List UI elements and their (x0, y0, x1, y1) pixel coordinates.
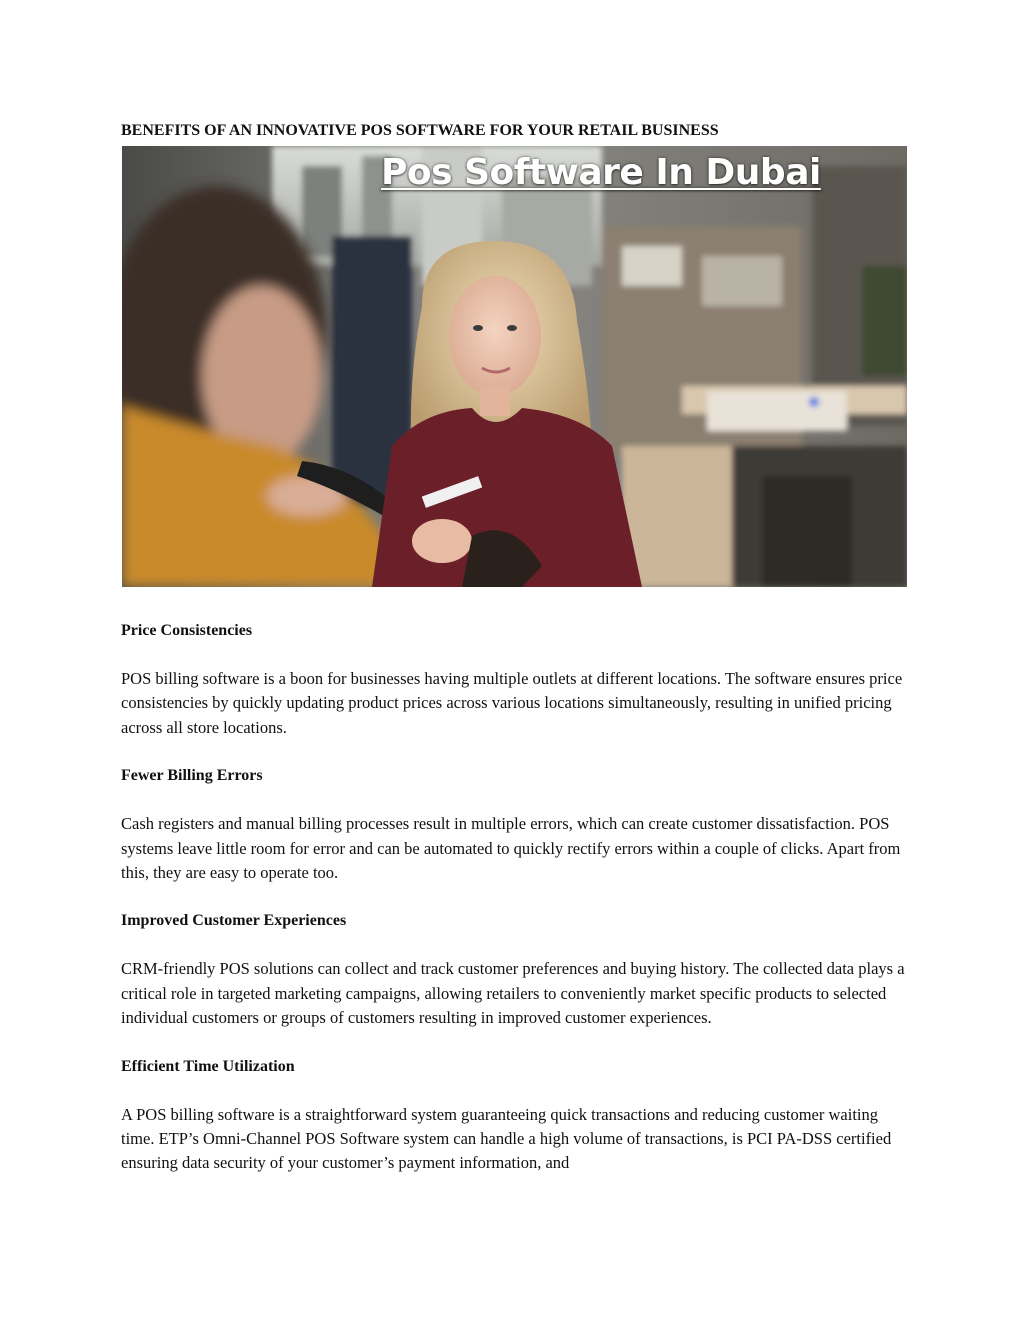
section-body-fewer-billing-errors: Cash registers and manual billing processes result in multiple errors, which can create customer dissatisfaction. POS systems leave little room for error and can be automated to quickly rectify errors within a couple of clicks. Apart from this, they are easy to operate too. (121, 814, 901, 883)
document-title: BENEFITS OF AN INNOVATIVE POS SOFTWARE FOR YOUR RETAIL BUSINESS (121, 122, 719, 139)
hero-image (122, 146, 907, 587)
section-body-improved-customer-experiences: CRM-friendly POS solutions can collect and track customer preferences and buying history. The collected data plays a critical role in targeted marketing campaigns, allowing retailers to conveniently market specific products to selected individual customers or groups of customers resulting in improved customer experiences. (121, 959, 905, 1028)
section-body-efficient-time-utilization: A POS billing software is a straightforward system guaranteeing quick transactions and reducing customer waiting time. ETP’s Omni-Channel POS Software system can handle a high volume of transactions, is PCI PA-DSS certified ensuring data security of your customer’s payment information, and (121, 1104, 892, 1173)
hero-caption: Pos Software In Dubai (381, 152, 821, 193)
section-heading-price-consistencies: Price Consistencies (121, 622, 253, 639)
section-heading-efficient-time-utilization: Efficient Time Utilization (121, 1057, 295, 1075)
section-heading-fewer-billing-errors: Fewer Billing Errors (121, 767, 263, 785)
section-body-price-consistencies: POS billing software is a boon for businesses having multiple outlets at different locations. The software ensures price consistencies by quickly updating product prices across various locations simultaneously, resulting in unified pricing across all store locations. (121, 669, 903, 737)
section-heading-improved-customer-experiences: Improved Customer Experiences (121, 912, 347, 930)
document-page (121, 120, 911, 1176)
hero-photo (122, 146, 907, 587)
